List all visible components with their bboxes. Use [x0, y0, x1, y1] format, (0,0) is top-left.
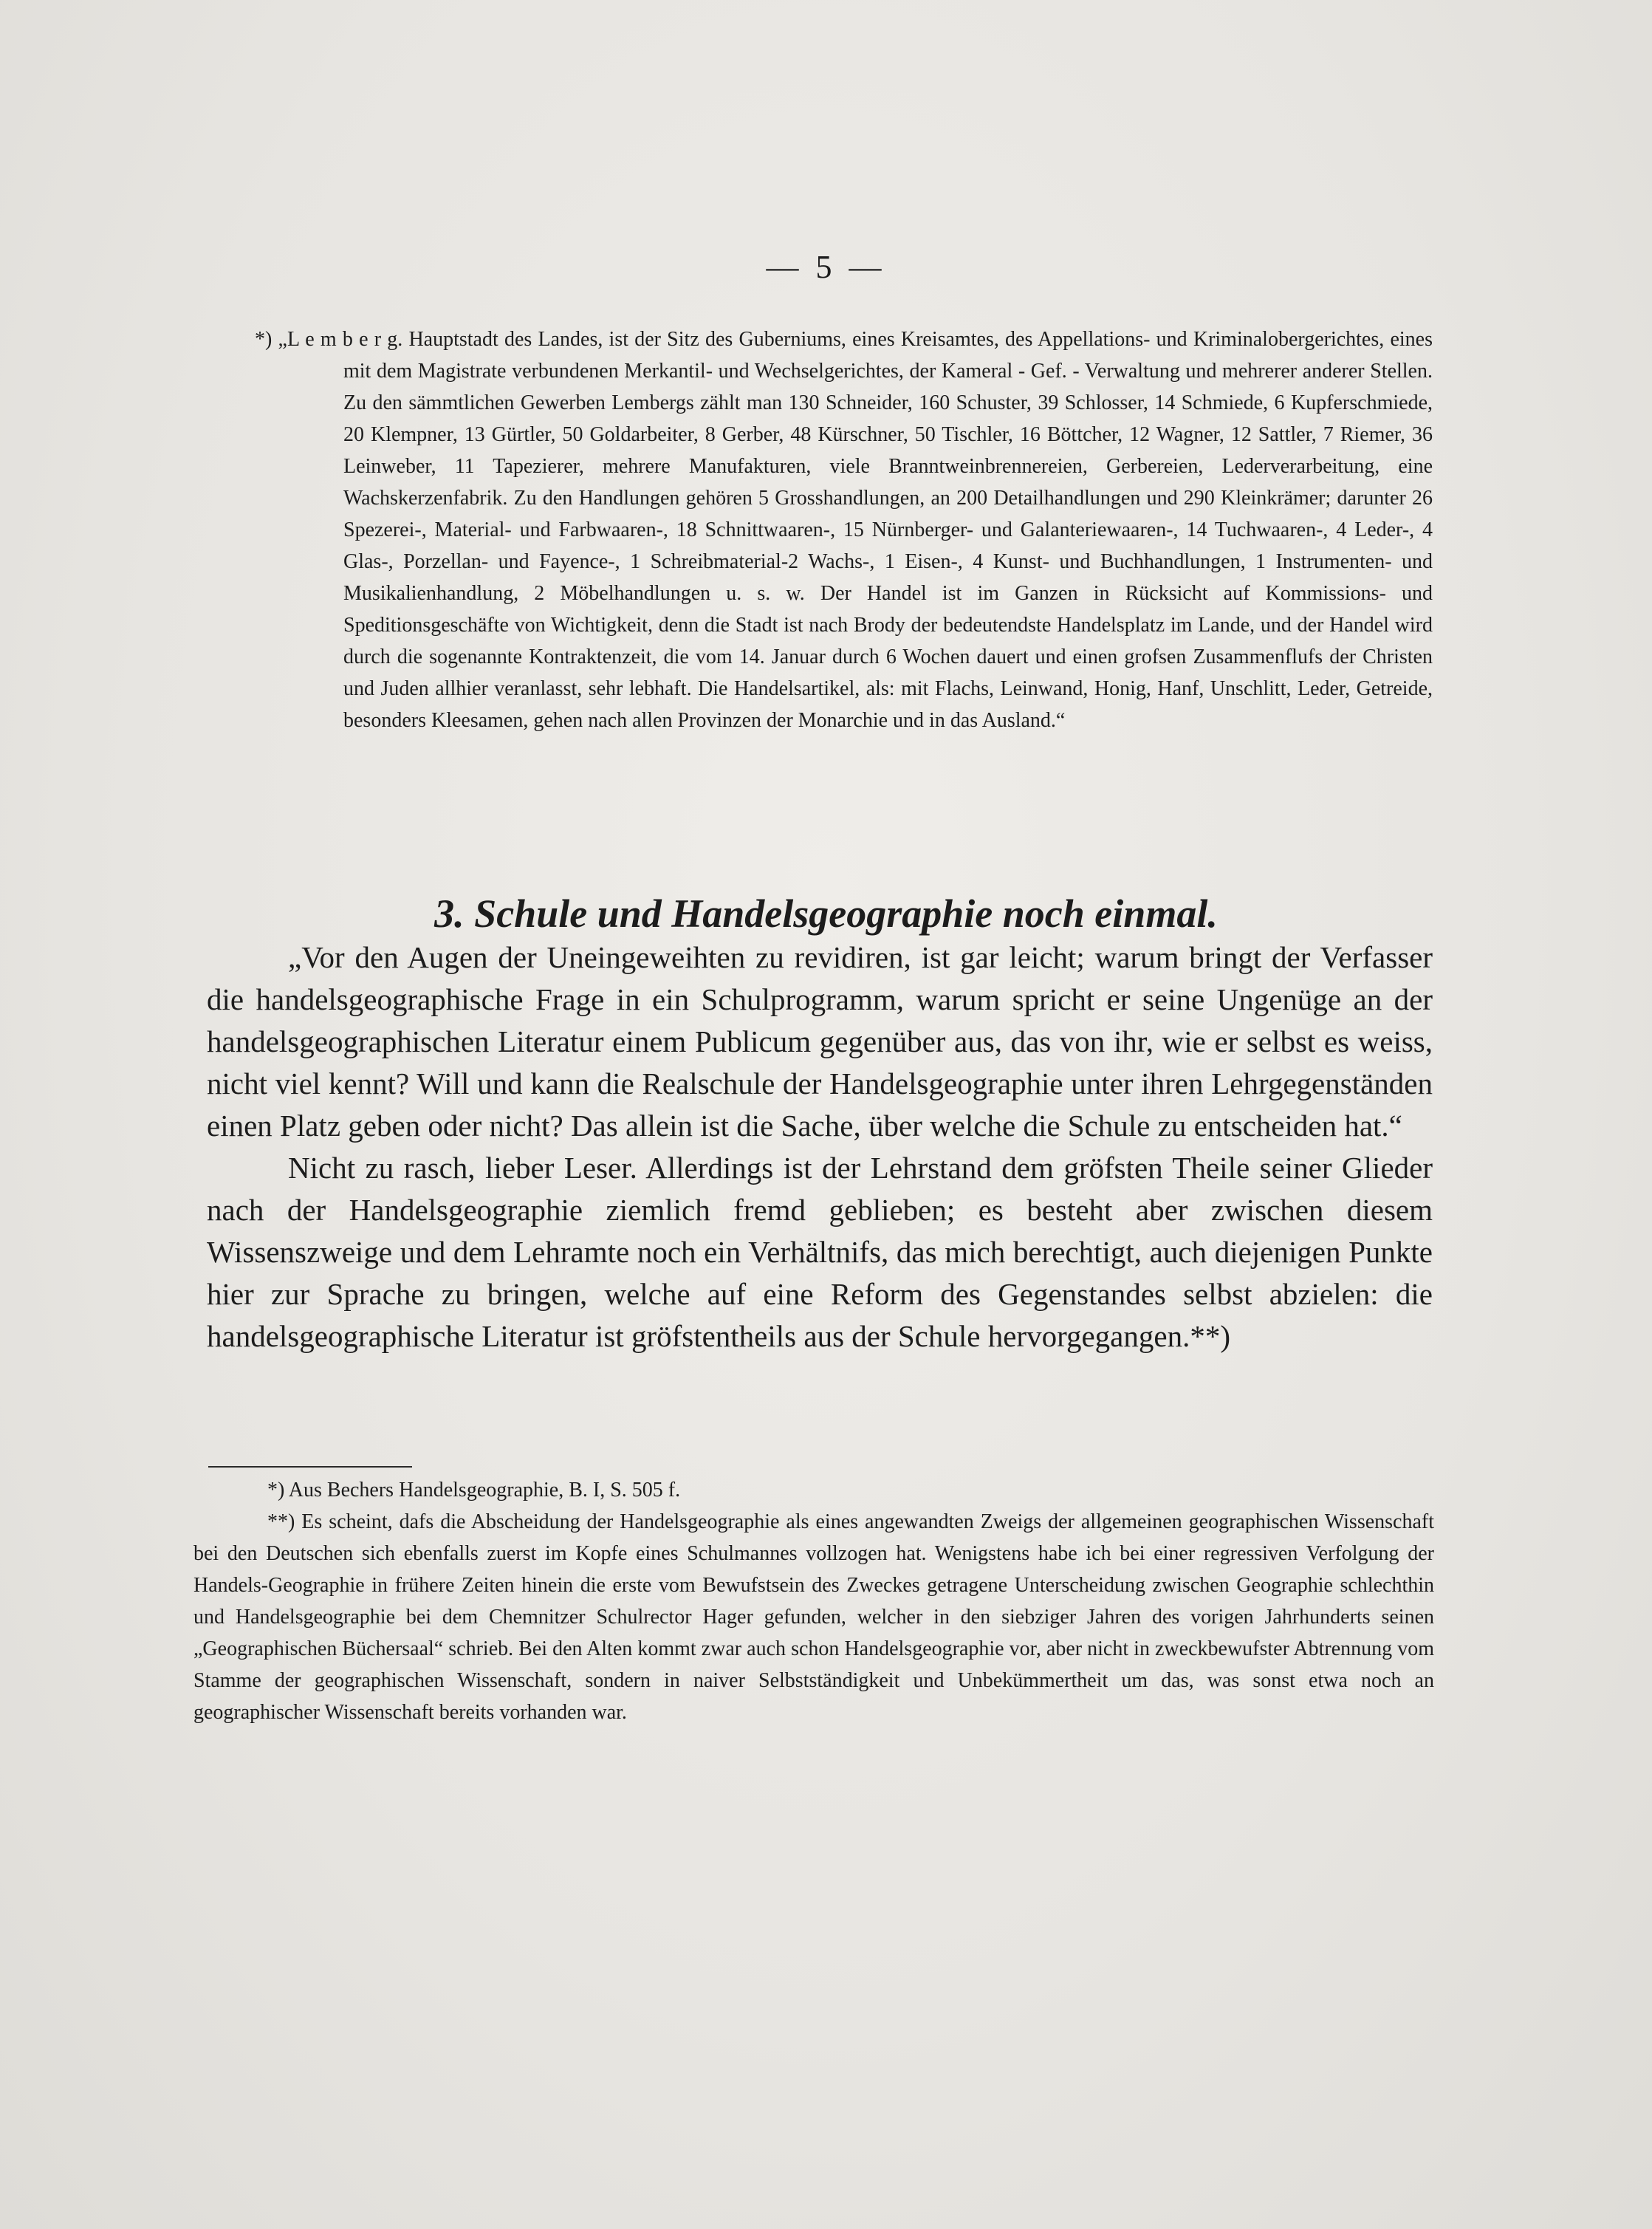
lemberg-quote-note	[222, 323, 1433, 736]
body-paragraph-1: „Vor den Augen der Uneingeweihten zu revidiren, ist gar leicht; warum bringt der Verfasser die handelsgeographische Frage in ein Schulprogramm, warum spricht er seine Ungenüge an der handelsgeographischen Literatur einem Publicum gegenüber aus, das von ihr, wie er selbst es weiss, nicht viel kennt? Will und kann die Realschule der Handelsgeographie unter ihren Lehrgegenständen einen Platz geben oder nicht? Das allein ist die Sache, über welche die Schule zu entscheiden hat.“	[207, 940, 1433, 1143]
footnote-2: **) Es scheint, dafs die Abscheidung der Handelsgeographie als eines angewandten Zweigs der allgemeinen geographischen Wissenschaft bei den Deutschen sich ebenfalls zuerst im Kopfe eines Schulmannes vollzogen hat. Wenigstens habe ich bei einer regressiven Verfolgung der Handels-Geographie in frühere Zeiten hinein die erste vom Bewufstsein des Zweckes getragene Unterscheidung zwischen Geographie schlechthin und Handelsgeographie bei dem Chemnitzer Schulrector Hager gefunden, welcher in den siebziger Jahren des vorigen Jahrhunderts seinen „Geographischen Büchersaal“ schrieb. Bei den Alten kommt zwar auch schon Handelsgeographie vor, aber nicht in zweckbewufster Abtrennung vom Stamme der geographischen Wissenschaft, sondern in naiver Selbstständigkeit und Unbekümmertheit um das, was sonst etwa noch an geographischer Wissenschaft bereits vorhanden war.	[193, 1510, 1434, 1724]
footnote-1: *) Aus Bechers Handelsgeographie, B. I, S. 505 f.	[267, 1479, 681, 1502]
section-heading: 3. Schule und Handelsgeographie noch einmal.	[434, 891, 1218, 936]
page-number: — 5 —	[766, 249, 886, 285]
footnotes	[193, 1474, 1434, 1728]
body-paragraph-2: Nicht zu rasch, lieber Leser. Allerdings ist der Lehrstand dem gröfsten Theile seiner Glieder nach der Handelsgeographie ziemlich fremd geblieben; es besteht aber zwischen diesem Wissenszweige und dem Lehramte noch ein Verhältnifs, das mich berechtigt, auch diejenigen Punkte hier zur Sprache zu bringen, welche auf eine Reform des Gegenstandes selbst abzielen: die handelsgeographische Literatur ist gröfstentheils aus der Schule hervorgegangen.**)	[207, 1151, 1433, 1353]
footnote-separator-rule	[208, 1466, 412, 1468]
lemberg-quote-text: *) „L e m b e r g. Hauptstadt des Landes, ist der Sitz des Guberniums, eines Kreisamtes, des Appellations- und Kriminalobergerichtes, eines mit dem Magistrate verbundenen Merkantil- und Wechselgerichtes, der Kameral - Gef. - Verwaltung und mehrerer anderer Stellen. Zu den sämmtlichen Gewerben Lembergs zählt man 130 Schneider, 160 Schuster, 39 Schlosser, 14 Schmiede, 6 Kupferschmiede, 20 Klempner, 13 Gürtler, 50 Goldarbeiter, 8 Gerber, 48 Kürschner, 50 Tischler, 16 Böttcher, 12 Wagner, 12 Sattler, 7 Riemer, 36 Leinweber, 11 Tapezierer, mehrere Manufakturen, viele Branntweinbrennereien, Gerbereien, Lederverarbeitung, eine Wachskerzenfabrik. Zu den Handlungen gehören 5 Grosshandlungen, an 200 Detailhandlungen und 290 Kleinkrämer; darunter 26 Spezerei-, Material- und Farbwaaren-, 18 Schnittwaaren-, 15 Nürnberger- und Galanteriewaaren-, 14 Tuchwaaren-, 4 Leder-, 4 Glas-, Porzellan- und Fayence-, 1 Schreibmaterial-2 Wachs-, 1 Eisen-, 4 Kunst- und Buchhandlungen, 1 Instrumenten- und Musikalienhandlung, 2 Möbelhandlungen u. s. w. Der Handel ist im Ganzen in Rücksicht auf Kommissions- und Speditionsgeschäfte von Wichtigkeit, denn die Stadt ist nach Brody der bedeutendste Handelsplatz im Lande, und der Handel wird durch die sogenannte Kontraktenzeit, die vom 14. Januar durch 6 Wochen dauert und einen grofsen Zusammenflufs der Christen und Juden allhier veranlasst, sehr lebhaft. Die Handelsartikel, als: mit Flachs, Leinwand, Honig, Hanf, Unschlitt, Leder, Getreide, besonders Kleesamen, gehen nach allen Provinzen der Monarchie und in das Ausland.“	[255, 328, 1433, 732]
main-body-text	[207, 937, 1433, 1357]
